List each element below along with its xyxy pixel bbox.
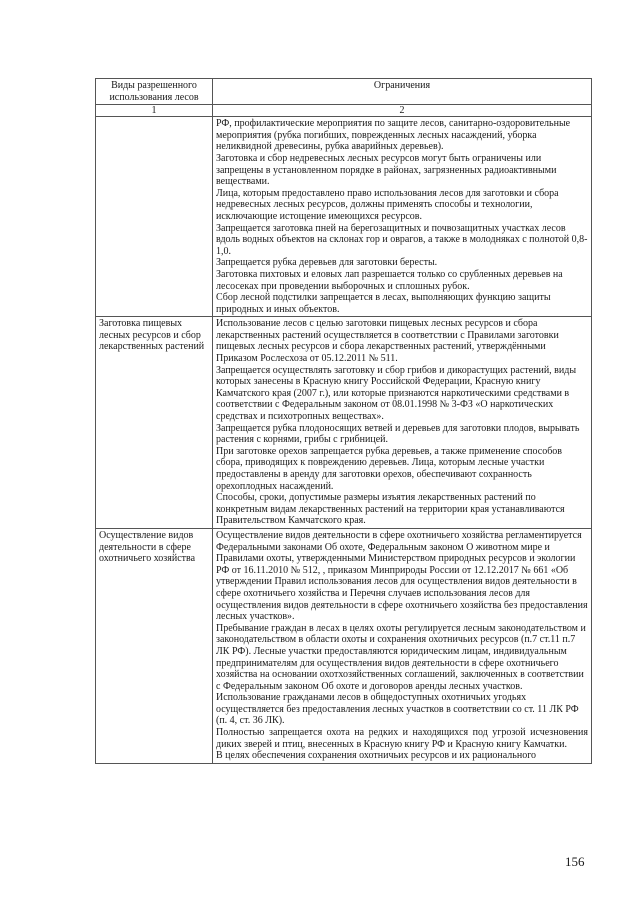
header-usage-types: Виды разрешенного использования лесов	[96, 79, 213, 105]
table-header-row	[96, 79, 592, 105]
row-restrictions	[213, 317, 592, 529]
restriction-paragraph: Использование гражданами лесов в общедоступных охотничьих угодьях осуществляется без предоставления лесных участков в соответствии со ст. 11 ЛК РФ (п. 4, ст. 36 ЛК).	[216, 692, 579, 727]
restriction-paragraph: Лица, которым предоставлено право использования лесов для заготовки и сбора недревесных лесных ресурсов, должны применять способы и технологии, исключающие истощение имеющихся ресурсов.	[216, 187, 559, 222]
row-usage-type	[96, 117, 213, 317]
table-number-row	[96, 105, 592, 117]
restriction-paragraph: Заготовка и сбор недревесных лесных ресурсов могут быть ограничены или запрещены в установленном порядке в районах, загрязненных радиоактивными веществами.	[216, 152, 557, 188]
restriction-paragraph: Запрещается заготовка пней на берегозащитных и почвозащитных участках лесов вдоль водных объектов на склонах гор и оврагов, а также в молодняках с полнотой 0,8-1,0.	[216, 222, 588, 257]
row-usage-type: Заготовка пищевых лесных ресурсов и сбор лекарственных растений	[96, 317, 213, 529]
restriction-paragraph: При заготовке орехов запрещается рубка деревьев, а также применение способов сбора, приводящих к повреждению деревьев. Лица, которым лесные участки предоставлены в аренду для заготовки орехов, обеспечивают сохранность орехоплодных насаждений.	[216, 445, 563, 492]
table-row	[96, 117, 592, 317]
restriction-paragraph: Заготовка пихтовых и еловых лап разрешается только со срубленных деревьев на лесосеках при проведении выборочных и сплошных рубок.	[216, 268, 563, 292]
header-restrictions: Ограничения	[213, 79, 592, 105]
restriction-paragraph: Полностью запрещается охота на редких и находящихся под угрозой исчезновения диких зверей и птиц, внесенных в Красную книгу РФ и Красную книгу Камчатки.	[216, 727, 588, 750]
row-restrictions	[213, 528, 592, 763]
page-number: 156	[565, 854, 585, 869]
restriction-paragraph: РФ, профилактические мероприятия по защите лесов, санитарно-оздоровительные мероприятия (рубка погибших, поврежденных лесных насаждений, уборка неликвидной древесины, рубка аварийных деревьев).	[216, 118, 571, 153]
row-restrictions	[213, 117, 592, 317]
restriction-paragraph: Пребывание граждан в лесах в целях охоты регулируется лесным законодательством и законодательством в области охоты и сохранения охотничьих ресурсов (п.7 ст.11 п.7 ЛК РФ). Лесные участки предоставляются юридическим лицам, индивидуальным предпринимателям для осуществления видов деятельности в сфере охотничьего хозяйства на основании охотхозяйственных соглашений, заключенных в соответствии с Федеральным законом Об охоте и договоров аренды лесных участков.	[216, 622, 586, 692]
table-row	[96, 528, 592, 763]
restriction-paragraph: Способы, сроки, допустимые размеры изъятия лекарственных растений по конкретным видам лекарственных растений на территории края устанавливаются Правительством Камчатского края.	[216, 492, 565, 527]
restriction-paragraph: Запрещается рубка плодоносящих ветвей и деревьев для заготовки плодов, вырывать растения с корнями, грибы с грибницей.	[216, 422, 580, 446]
restriction-paragraph: В целях обеспечения сохранения охотничьих ресурсов и их рационального	[216, 750, 537, 762]
header-col-number-1: 1	[96, 105, 213, 117]
table-row	[96, 317, 592, 529]
restriction-paragraph: Сбор лесной подстилки запрещается в лесах, выполняющих функцию защиты природных и иных объектов.	[216, 292, 551, 315]
header-col-number-2: 2	[213, 105, 592, 117]
restriction-paragraph: Осуществление видов деятельности в сфере охотничьего хозяйства регламентируется Федеральными законами Об охоте, Федеральным законом О животном мире и Правилами охоты, утвержденными Министерством природных ресурсов и экологии РФ от 16.11.2010 № 512, , приказом Минприроды России от 12.12.2017 № 661 «Об утверждении Правил использования лесов для осуществления видов деятельности в сфере охотничьего хозяйства и Перечня случаев использования лесов для осуществления видов деятельности в сфере охотничьего хозяйства без предоставления лесных участков».	[216, 529, 588, 623]
restriction-paragraph: Использование лесов с целью заготовки пищевых лесных ресурсов и сбора лекарственных растений осуществляется в соответствии с Правилами заготовки пищевых лесных ресурсов и сбора лекарственных растений, утверждёнными Приказом Рослесхоза от 05.12.2011 № 511.	[216, 318, 559, 365]
restriction-paragraph: Запрещается рубка деревьев для заготовки бересты.	[216, 257, 438, 269]
restriction-paragraph: Запрещается осуществлять заготовку и сбор грибов и дикорастущих растений, виды которых занесены в Красную книгу Российской Федерации, Красную книгу Камчатского края (2007 г.), или которые признаются наркотическими средствами в соответствии с Федеральным законом от 08.01.1998 № 3-ФЗ «О наркотических средствах и психотропных веществах».	[216, 364, 577, 423]
row-usage-type: Осуществление видов деятельности в сфере охотничьего хозяйства	[96, 528, 213, 763]
restrictions-table	[95, 78, 592, 764]
